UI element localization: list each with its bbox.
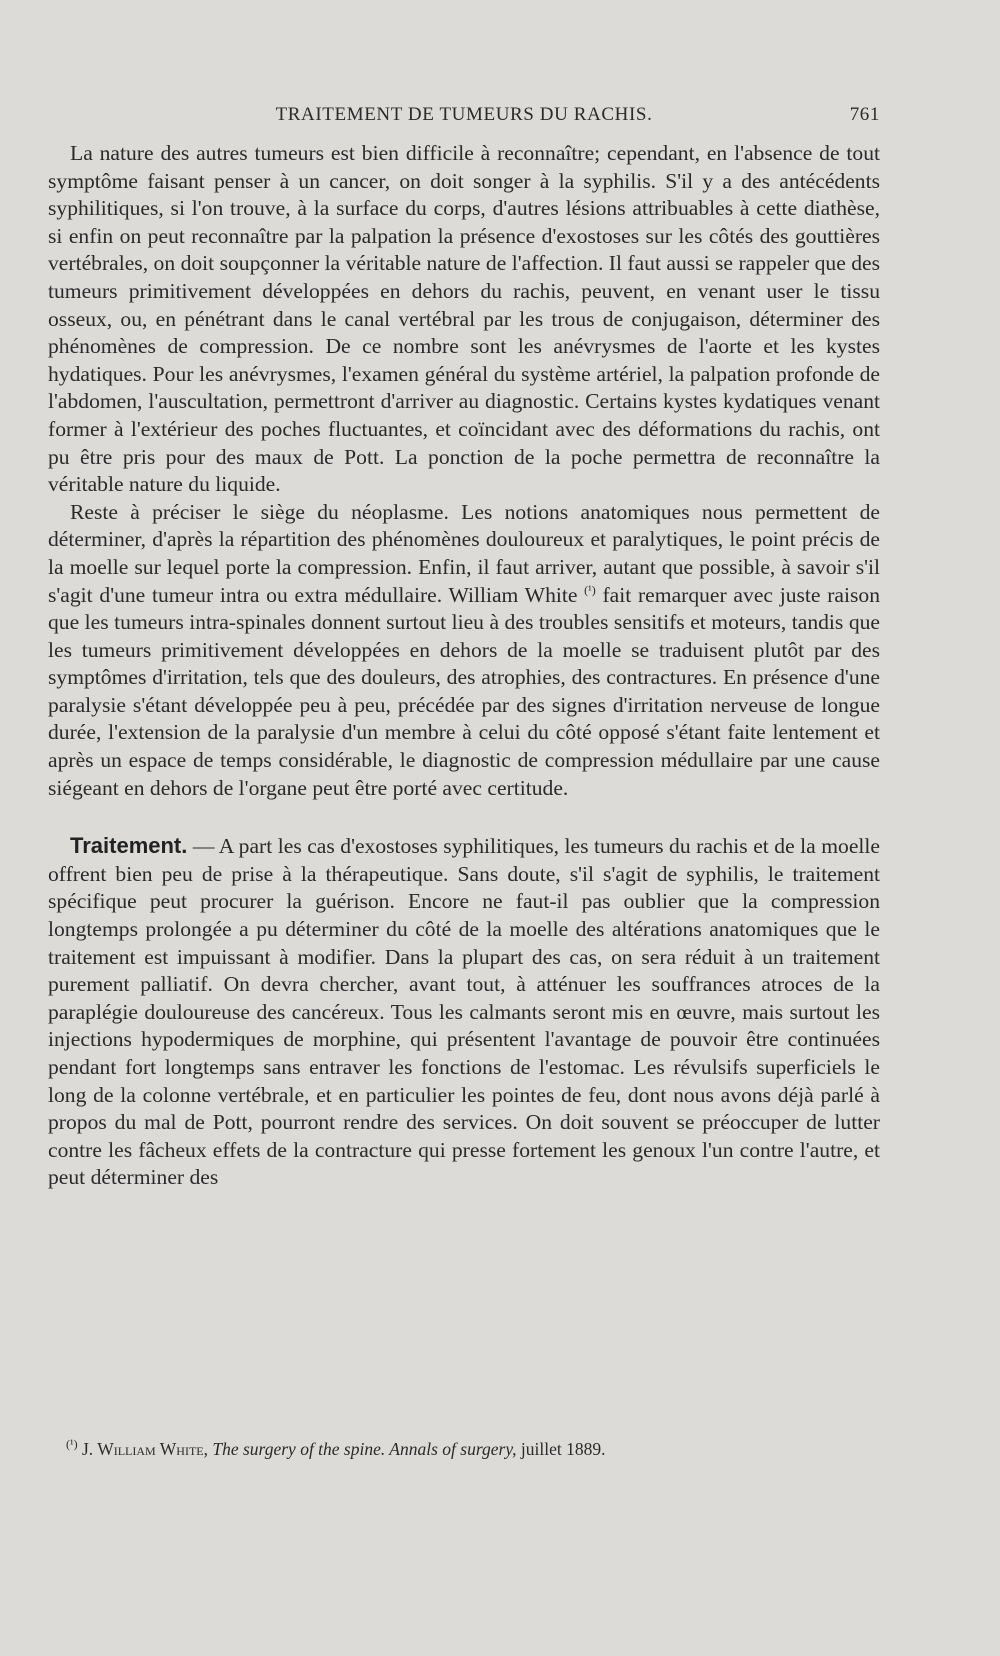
paragraph-text: — A part les cas d'exostoses syphilitiques, les tumeurs du rachis et de la moelle offrent bien peu de prise à la thérapeutique. Sans doute, s'il s'agit de syphilis, le traitement spécifique peut procurer la guérison. Encore ne faut-il pas oublier que la compression longtemps prolongée a pu déterminer du côté de la moelle des altérations anatomiques que le traitement est impuissant à modifier. Dans la plupart des cas, on sera réduit à un traitement purement palliatif. On devra chercher, avant tout, à atténuer les souffrances atroces de la paraplégie douloureuse des cancéreux. Tous les calmants seront mis en œuvre, mais surtout les injections hypodermiques de morphine, qui présentent l'avantage de pouvoir être continuées pendant fort longtemps sans entraver les fonctions de l'estomac. Les révulsifs superficiels le long de la colonne vertébrale, et en particulier les pointes de feu, dont nous avons déjà parlé à propos du mal de Pott, pourront rendre des services. On doit souvent se préoccuper de lutter contre les fâcheux effets de la contracture qui presse fortement les genoux l'un contre l'autre, et peut déterminer des — [48, 834, 880, 1190]
paragraph-diagnosis-other-tumors — [48, 140, 880, 499]
footnote-title: The surgery of the spine. Annals of surgery, — [212, 1439, 517, 1459]
section-heading: Traitement. — [70, 833, 188, 859]
paragraph-text: fait remarquer avec juste raison que les tumeurs intra-spinales donnent surtout lieu à des troubles sensitifs et moteurs, tandis que les tumeurs primitivement développées en dehors de la moelle se traduisent plutôt par des symptômes d'irritation, tels que des douleurs, des atrophies, des contractures. En présence d'une paralysie s'étant développée peu à peu, précédée par des signes d'irritation nerveuse de longue durée, l'extension de la paralysie d'un membre à celui du côté opposé s'étant faite lentement et après un espace de temps considérable, le diagnostic de compression médullaire par une cause siégeant en dehors de l'organe peut être porté avec certitude. — [48, 582, 880, 800]
paragraph-text: Reste à préciser le siège du néoplasme. Les notions anatomiques nous permettent de déterminer, d'après la répartition des phénomènes douloureux et paralytiques, le point précis de la moelle sur lequel porte la compression. Enfin, il faut arriver, autant que possible, à savoir s'il s'agit d'une tumeur intra ou extra médullaire. William White — [48, 499, 880, 607]
footnote-author: J. William White, — [81, 1439, 208, 1459]
page-number: 761 — [849, 104, 880, 125]
running-title: TRAITEMENT DE TUMEURS DU RACHIS. — [275, 104, 653, 125]
body-text — [48, 140, 880, 1192]
footnote-reference: (¹) — [584, 582, 596, 597]
paragraph-traitement — [48, 832, 880, 1192]
paragraph-localisation — [48, 499, 880, 803]
paragraph-text: La nature des autres tumeurs est bien difficile à reconnaître; cependant, en l'absence de tout symptôme faisant penser à un cancer, on doit songer à la syphilis. S'il y a des antécédents syphilitiques, si l'on trouve, à la surface du corps, d'autres lésions attribuables à cette diathèse, si enfin on peut reconnaître par la palpation la présence d'exostoses sur les côtés des gouttières vertébrales, on doit soupçonner la véritable nature de l'affection. Il faut aussi se rappeler que des tumeurs primitivement développées en dehors du rachis, peuvent, en venant user le tissu osseux, ou, en pénétrant dans le canal vertébral par les trous de conjugaison, déterminer des phénomènes de compression. De ce nombre sont les anévrysmes de l'aorte et les kystes hydatiques. Pour les anévrysmes, l'examen général du système artériel, la palpation profonde de l'abdomen, l'auscultation, permettront d'arriver au diagnostic. Certains kystes kydatiques venant former à l'extérieur des poches fluctuantes, et coïncidant avec des déformations du rachis, ont pu être pris pour des maux de Pott. La ponction de la poche permettra de reconnaître la véritable nature du liquide. — [48, 141, 880, 497]
footnote-marker: (¹) — [66, 1437, 78, 1452]
footnote — [66, 1438, 880, 1460]
footnote-date: juillet 1889. — [520, 1439, 606, 1459]
running-header — [48, 104, 880, 132]
